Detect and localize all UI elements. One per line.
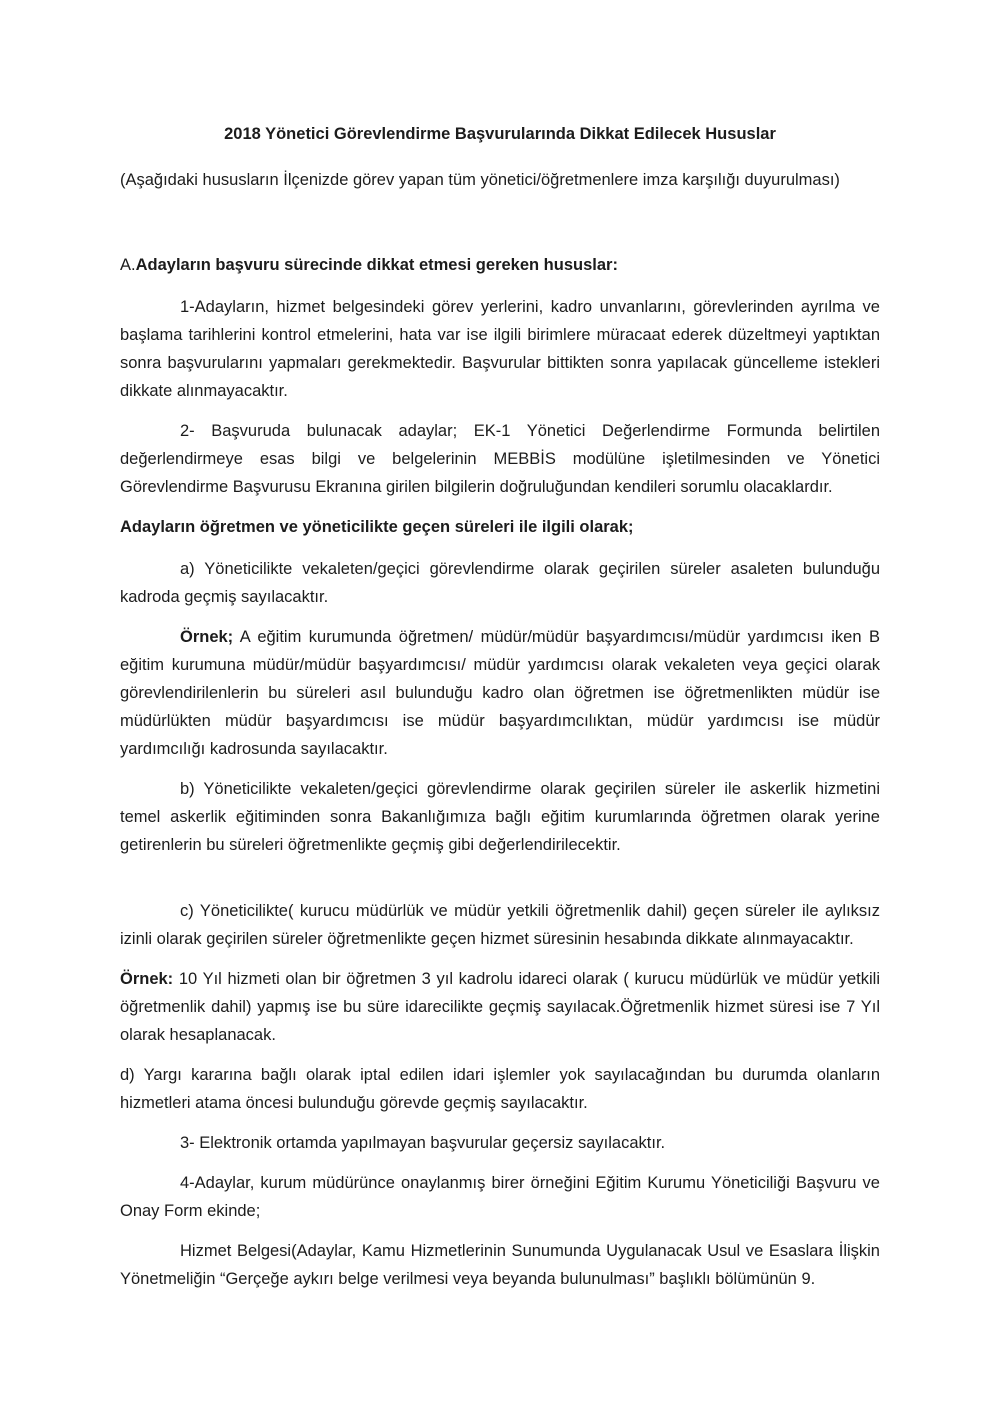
- document-title: 2018 Yönetici Görevlendirme Başvurularında Dikkat Edilecek Hususlar: [224, 125, 776, 143]
- section-a-heading: [120, 251, 880, 279]
- ornek-1-text: A eğitim kurumunda öğretmen/ müdür/müdür başyardımcısı/müdür yardımcısı iken B eğitim kurumuna müdür/müdür başyardımcısı/ müdür yardımcısı olarak vekaleten veya geçici olarak görevlendirilenlerin bu süreleri asıl bulunduğu kadro olan öğretmen ise öğretmenlikten müdür ise müdürlükten müdür başyardımcısı ise müdür başyardımcılıktan, müdür yardımcısı ise müdür yardımcılığı kadrosunda sayılacaktır.: [120, 628, 880, 758]
- section-a-text: Adayların başvuru sürecinde dikkat etmesi gereken hususlar:: [135, 256, 618, 274]
- paragraph-3: 3- Elektronik ortamda yapılmayan başvurular geçersiz sayılacaktır.: [180, 1134, 666, 1152]
- paragraph-2: 2- Başvuruda bulunacak adaylar; EK-1 Yönetici Değerlendirme Formunda belirtilen değerlendirmeye esas bilgi ve belgelerinin MEBBİS modülüne işletilmesinden ve Yönetici Görevlendirme Başvurusu Ekranına girilen bilgilerin doğruluğundan kendileri sorumlu olacaklardır.: [120, 422, 880, 496]
- paragraph-4: 4-Adaylar, kurum müdürünce onaylanmış birer örneğini Eğitim Kurumu Yöneticiliği Başvuru ve Onay Form ekinde;: [120, 1174, 880, 1220]
- ornek-2-label: Örnek:: [120, 970, 174, 988]
- sureler-heading: Adayların öğretmen ve yöneticilikte geçen süreleri ile ilgili olarak;: [120, 518, 634, 536]
- paragraph-hizmet-belgesi: Hizmet Belgesi(Adaylar, Kamu Hizmetlerinin Sunumunda Uygulanacak Usul ve Esaslara İlişkin Yönetmeliğin “Gerçeğe aykırı belge verilmesi veya beyanda bulunulması” başlıklı bölümünün 9.: [120, 1242, 880, 1288]
- paragraph-d: d) Yargı kararına bağlı olarak iptal edilen idari işlemler yok sayılacağından bu durumda olanların hizmetleri atama öncesi bulunduğu görevde geçmiş sayılacaktır.: [120, 1066, 880, 1112]
- paragraph-c: c) Yöneticilikte( kurucu müdürlük ve müdür yetkili öğretmenlik dahil) geçen süreler ile aylıksız izinli olarak geçirilen süreler öğretmenlikte geçen hizmet süresinin hesabında dikkate alınmayacaktır.: [120, 902, 880, 948]
- paragraph-1: 1-Adayların, hizmet belgesindeki görev yerlerini, kadro unvanlarını, görevlerinden ayrılma ve başlama tarihlerini kontrol etmelerini, hata var ise ilgili birimlere müracaat ederek düzeltmeyi yaptıktan sonra başvurularını yapmaları gerekmektedir. Başvurular bittikten sonra yapılacak güncelleme istekleri dikkate alınmayacaktır.: [120, 298, 880, 400]
- paragraph-ornek-1: [120, 623, 880, 763]
- paragraph-a: a) Yöneticilikte vekaleten/geçici görevlendirme olarak geçirilen süreler asaleten bulunduğu kadroda geçmiş sayılacaktır.: [120, 560, 880, 606]
- paragraph-ornek-2: [120, 965, 880, 1049]
- document-subtitle: (Aşağıdaki hususların İlçenizde görev yapan tüm yönetici/öğretmenlere imza karşılığı duyurulması): [120, 171, 840, 189]
- ornek-1-label: Örnek;: [180, 628, 234, 646]
- section-a-prefix: A.: [120, 256, 136, 274]
- ornek-2-text: 10 Yıl hizmeti olan bir öğretmen 3 yıl kadrolu idareci olarak ( kurucu müdürlük ve müdür yetkili öğretmenlik dahil) yapmış ise bu süre idarecilikte geçmiş sayılacak.Öğretmenlik hizmet süresi ise 7 Yıl olarak hesaplanacak.: [120, 970, 880, 1044]
- paragraph-b: b) Yöneticilikte vekaleten/geçici görevlendirme olarak geçirilen süreler ile askerlik hizmetini temel askerlik eğitiminden sonra Bakanlığımıza bağlı eğitim kurumlarında öğretmen olarak yerine getirenlerin bu süreleri öğretmenlikte geçmiş gibi değerlendirilecektir.: [120, 780, 880, 854]
